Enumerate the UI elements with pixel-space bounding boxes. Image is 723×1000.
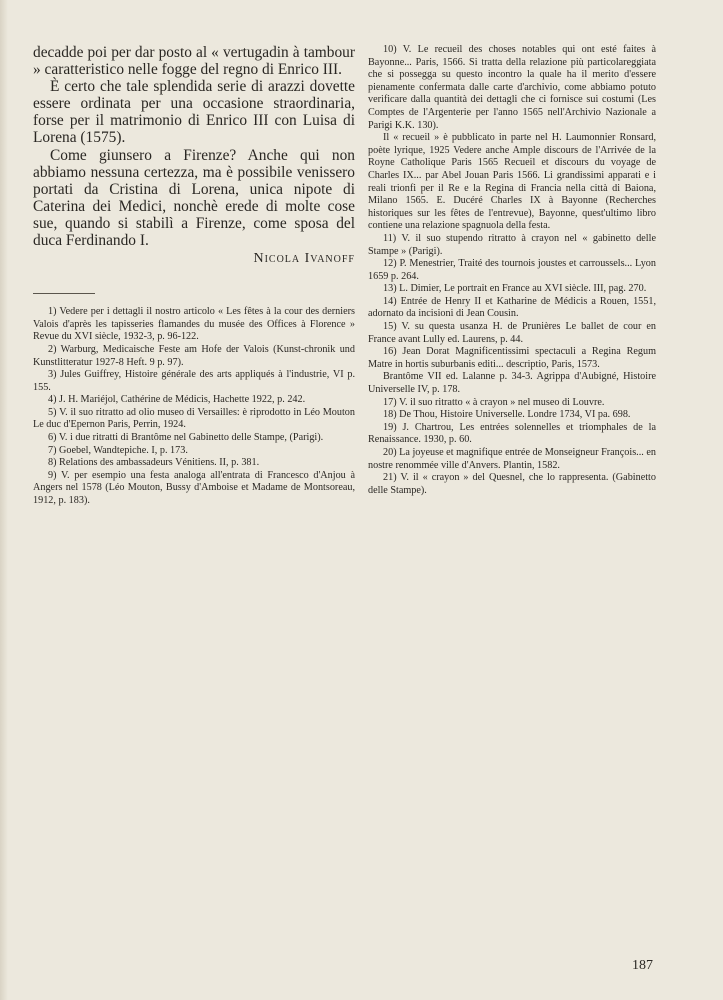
footnote-17: 17) V. il suo ritratto « à crayon » nel museo di Louvre. — [383, 396, 605, 408]
footnote-6: 6) V. i due ritratti di Brantôme nel Gabinetto delle Stampe, (Parigi). — [48, 432, 324, 444]
page-number: 187 — [632, 958, 653, 973]
right-column — [368, 44, 656, 497]
footnote-8: 8) Relations des ambassadeurs Vénitiens. II, p. 381. — [48, 457, 260, 469]
footnote-15: 15) V. su questa usanza H. de Prunières Le ballet de cour en France avant Lully ed. Laurens, p. 44. — [368, 321, 656, 345]
main-paragraph-1: decadde poi per dar posto al « vertugadin à tambour » caratteristico nelle fogge del regno di Enrico III. — [33, 44, 355, 79]
main-paragraph-3: Come giunsero a Firenze? Anche qui non abbiamo nessuna certezza, ma è possibile venissero portati da Cristina di Lorena, unica nipote di Caterina dei Medici, nonchè erede di molte cose sue, quando si stabilì a Firenze, come sposa del duca Ferdinando I. — [33, 146, 355, 250]
footnote-7: 7) Goebel, Wandtepiche. I, p. 173. — [48, 444, 188, 456]
footnote-4: 4) J. H. Mariéjol, Cathérine de Médicis, Hachette 1922, p. 242. — [48, 394, 306, 406]
author-signature: Nicola Ivanoff — [253, 251, 355, 267]
footnotes-left — [33, 306, 355, 508]
footnote-19: 19) J. Chartrou, Les entrées solennelles et triomphales de la Renaissance. 1930, p. 60. — [368, 421, 656, 446]
main-paragraph-2: È certo che tale splendida serie di arazzi dovette essere ordinata per una occasione straordinaria, forse per il matrimonio di Enrico III con Luisa di Lorena (1575). — [33, 78, 355, 147]
left-column — [33, 44, 355, 508]
footnotes-right — [368, 44, 656, 497]
footnote-3: 3) Jules Guiffrey, Histoire générale des arts appliqués à l'industrie, VI p. 155. — [33, 369, 355, 393]
footnote-10-continued: Il « recueil » è pubblicato in parte nel H. Laumonnier Ronsard, poète lyrique, 1925 Vedere anche Ample discours de l'Arrivée de la Royne Catholique Paris 1565 Recueil et discours du voyage de Charles IX... par Abel Jouan Paris 1566. Li grandissimi apparati e i reali trionfi per il Re e la Regina di Francia nella città di Baiona, Milano 1565. E. Ducéré Charles IX à Bayonne (Recherches historiques sur les fêtes de l'entrevue), Bayonne, quest'ultimo libro contiene una relazione spagnuola della festa. — [368, 132, 656, 232]
footnote-20: 20) La joyeuse et magnifique entrée de Monseigneur François... en nostre renommée ville d'Anvers. Plantin, 1582. — [368, 447, 656, 471]
footnote-10: 10) V. Le recueil des choses notables qui ont esté faites à Bayonne... Paris, 1566. Si tratta della relazione più particolareggiata che si possegga su questo incontro la quale ha il merito d'essere pienamente confermata dalle carte d'archivio, come abbiamo potuto verificare dalla quantità dei dettagli che ci fornisce sui costumi (Les Comptes de l'Argenterie per l'anno 1565 nell'Archivio Nazionale a Parigi K.K. 130). — [368, 44, 656, 131]
main-text — [33, 44, 355, 249]
footnote-1: 1) Vedere per i dettagli il nostro articolo « Les fêtes à la cour des derniers Valois d'après les tapisseries flamandes du musée des Offices à Florence » Revue du XVI siècle, 1932-3, p. 96-122. — [33, 306, 355, 343]
footnote-2: 2) Warburg, Medicaische Feste am Hofe der Valois (Kunst-chronik und Kunstlitteratur 1927-8 Heft. 9 p. 97). — [33, 343, 355, 368]
footnote-divider — [33, 293, 95, 294]
footnote-5: 5) V. il suo ritratto ad olio museo di Versailles: è riprodotto in Léo Mouton Le duc d'Epernon Paris, Perrin, 1924. — [33, 406, 355, 431]
page-spine-shadow — [0, 0, 8, 1000]
footnote-21: 21) V. il « crayon » del Quesnel, che lo rappresenta. (Gabinetto delle Stampe). — [368, 472, 656, 496]
footnote-9: 9) V. per esempio una festa analoga all'entrata di Francesco d'Anjou à Angers nel 1578 (Léo Mouton, Bussy d'Amboise et Madame de Montsoreau, 1912, p. 183). — [33, 469, 355, 507]
footnote-16: 16) Jean Dorat Magnificentissimi spectaculi a Regina Regum Matre in hortis suburbanis editi... descriptio, Paris, 1573. — [368, 346, 656, 370]
footnote-16-continued: Brantôme VII ed. Lalanne p. 34-3. Agrippa d'Aubigné, Histoire Universelle IV, p. 178. — [368, 371, 656, 396]
footnote-13: 13) L. Dimier, Le portrait en France au XVI siècle. III, pag. 270. — [383, 283, 647, 295]
footnote-11: 11) V. il suo stupendo ritratto à crayon nel « gabinetto delle Stampe » (Parigi). — [368, 232, 656, 257]
footnote-14: 14) Entrée de Henry II et Katharine de Médicis a Rouen, 1551, adornato da incisioni di Jean Cousin. — [368, 295, 656, 320]
footnote-12: 12) P. Menestrier, Traité des tournois joustes et carroussels... Lyon 1659 p. 264. — [368, 258, 656, 282]
footnote-18: 18) De Thou, Histoire Universelle. Londre 1734, VI pa. 698. — [383, 409, 631, 421]
